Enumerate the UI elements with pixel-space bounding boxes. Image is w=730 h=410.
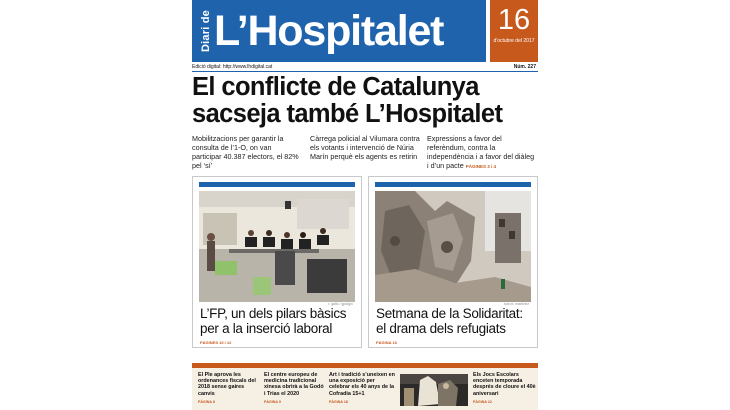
masthead-subline — [192, 63, 538, 71]
feature-pages[interactable]: PÀGINA 16 — [376, 340, 397, 345]
headline-line-1: El conflicte de Catalunya — [192, 73, 479, 101]
subhead-1 — [192, 134, 302, 170]
subhead-2 — [310, 134, 420, 161]
feature-card-solidaritat[interactable] — [368, 176, 538, 348]
feature-title-line-1: Setmana de la Solidaritat: — [376, 306, 523, 321]
masthead — [192, 0, 538, 62]
classroom-photo — [199, 191, 355, 302]
photo-credit: luis m. martínez — [504, 302, 529, 306]
top-rule — [192, 71, 538, 72]
subhead-2-text: Càrrega policial al Vilumara contra els votants i intervenció de Núria Marín perquè els agents es retirin — [310, 134, 420, 161]
procession-photo — [400, 374, 468, 406]
issue-number: 16 — [497, 4, 531, 36]
issue-box — [490, 0, 538, 62]
subhead-1-text: Mobilitzacions per garantir la consulta de l’1-O, on van participar 40.387 electors, el 82% pel ‘sí’ — [192, 134, 299, 170]
edition-number: Núm. 227 — [513, 64, 536, 70]
ruins-photo-image — [375, 191, 531, 302]
feature-card-fp[interactable] — [192, 176, 362, 348]
issue-date: d'octubre del 2017 — [493, 38, 535, 44]
feature-title-line-2: per a la inserció laboral — [200, 321, 333, 336]
photo-credit: r. gallo / gpuigrc — [328, 302, 353, 306]
subhead-3-pages[interactable]: PÀGINES 3 i 4 — [465, 164, 497, 169]
brief-text: Els Jocs Escolars enceten temporada després de cloure el 40è aniversari — [473, 372, 536, 397]
newspaper-front-page — [192, 0, 538, 410]
feature-title-line-2: el drama dels refugiats — [376, 321, 506, 336]
feature-title — [376, 306, 536, 336]
ruins-photo — [375, 191, 531, 302]
feature-pages[interactable]: PÀGINES 10 i 12 — [200, 340, 232, 345]
brief-cofradia[interactable] — [329, 372, 395, 405]
brief-pages[interactable]: PÀGINA 8 — [198, 399, 215, 404]
brief-ple-ordenances[interactable] — [198, 372, 260, 405]
brief-text: El centre europeu de medicina tradicional xinesa obrirà a la Godó i Trias el 2020 — [264, 372, 324, 397]
briefs-band — [192, 368, 538, 410]
card-accent-bar — [199, 182, 355, 187]
main-headline[interactable] — [192, 74, 538, 128]
feature-title-line-1: L’FP, un dels pilars bàsics — [200, 306, 347, 321]
brief-jocs-escolars[interactable] — [473, 372, 536, 405]
masthead-logo — [192, 0, 486, 62]
feature-title — [200, 306, 360, 336]
classroom-photo-image — [199, 191, 355, 302]
digital-edition-url[interactable]: Edició digital: http://www.lhdigital.cat — [192, 64, 273, 70]
brief-pages[interactable]: PÀGINA 9 — [264, 399, 281, 404]
headline-line-2: sacseja també L’Hospitalet — [192, 100, 503, 128]
brief-text: Art i tradició s’uneixen en una exposició per celebrar els 40 anys de la Cofradia 15+1 — [329, 372, 395, 397]
brief-pages[interactable]: PÀGINA 18 — [329, 399, 348, 404]
brief-text: El Ple aprova les ordenances fiscals del 2018 sense gaires canvis — [198, 372, 256, 397]
subhead-3 — [427, 134, 537, 171]
procession-photo-image — [400, 374, 468, 406]
brief-pages[interactable]: PÀGINA 22 — [473, 399, 492, 404]
masthead-title: L’Hospitalet — [214, 7, 444, 55]
subhead-3-text: Expressions a favor del referèndum, contra la independència i a favor del diàleg i d’un pacte — [427, 134, 535, 170]
card-accent-bar — [375, 182, 531, 187]
masthead-diari-de: Diari de — [200, 10, 212, 52]
brief-medicina-xinesa[interactable] — [264, 372, 326, 405]
